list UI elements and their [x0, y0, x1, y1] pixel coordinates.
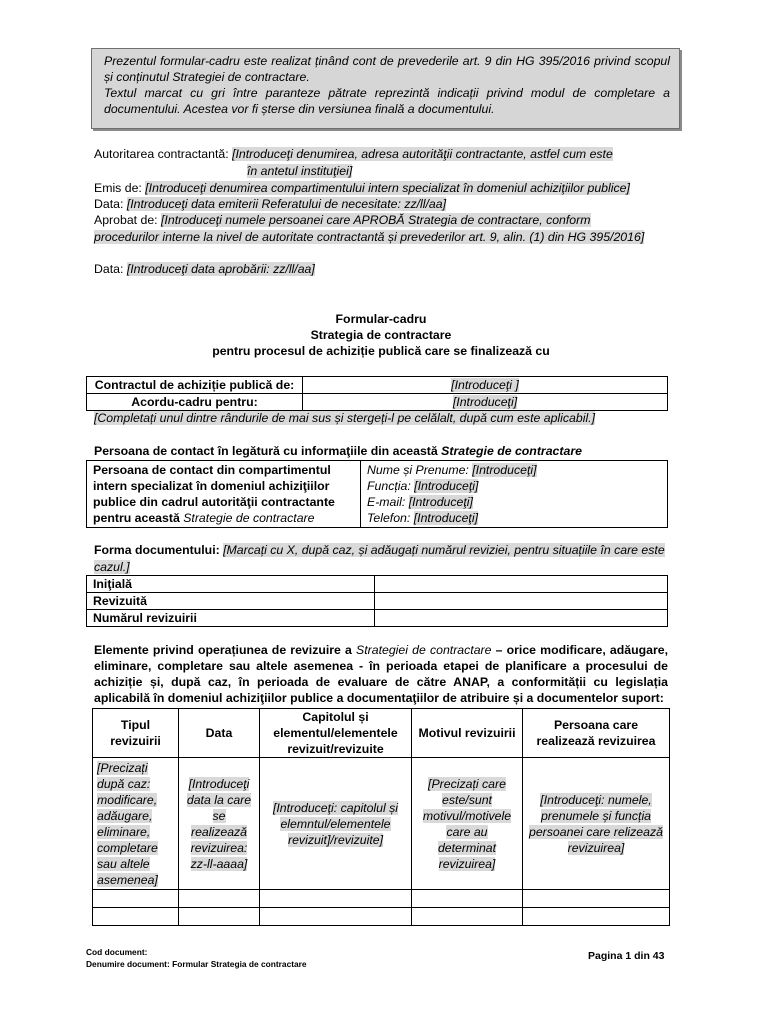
title-line-2: Strategia de contractare: [310, 328, 452, 342]
date-approved-row: [94, 261, 315, 278]
contract-type-table: [86, 376, 668, 411]
header-date: Data: [179, 709, 260, 758]
date-issued-label: Data:: [94, 197, 124, 211]
header-chapter: Capitolul și elementul/elementele revizuit/revizuite: [260, 709, 412, 758]
footer-code: Cod document:: [86, 947, 148, 957]
page-number: Pagina 1 din 43: [588, 950, 665, 962]
issued-label: Emis de:: [94, 181, 142, 195]
instruction-notice-box: [91, 48, 680, 129]
footer-document-info: [86, 946, 307, 970]
title-line-1: Formular-cadru: [335, 312, 427, 326]
authority-row-cont: [247, 163, 352, 180]
date-approved-value: [Introduceţi data aprobării: zz/ll/aa]: [126, 262, 315, 276]
table-row: [87, 461, 668, 528]
contract-value: [Introduceţi ]: [303, 377, 668, 394]
date-approved-label: Data:: [94, 262, 124, 276]
header-revision-type: Tipul revizuirii: [93, 709, 179, 758]
table-row: [93, 890, 670, 908]
authority-value: [Introduceţi denumirea, adresa autorităţii contractante, astfel cum este: [232, 147, 613, 161]
header-person: Persoana care realizează revizuirea: [523, 709, 670, 758]
contact-table: [86, 460, 668, 528]
footer-name: Denumire document: Formular Strategia de contractare: [86, 959, 307, 969]
date-issued-value: [Introduceţi data emiterii Referatului de necesitate: zz/ll/aa]: [126, 197, 447, 211]
framework-label: Acordu-cadru pentru:: [87, 394, 303, 411]
form-title: [94, 311, 668, 359]
approved-row: [94, 212, 654, 246]
framework-value: [Introduceţi]: [303, 394, 668, 411]
revised-mark-cell[interactable]: [375, 593, 668, 610]
table-header-row: [93, 709, 670, 758]
contact-function-field: Funcția: [Introduceţi]: [367, 479, 479, 493]
table-row: [87, 394, 668, 411]
table-row: Iniţială: [87, 576, 668, 593]
form-type-table: [86, 575, 668, 627]
table-row: Revizuită: [87, 593, 668, 610]
date-issued-row: [94, 196, 446, 213]
contact-name-field: Nume și Prenume: [Introduceţi]: [367, 463, 537, 477]
contact-email-field: E-mail: [Introduceţi]: [367, 495, 473, 509]
contact-heading: Persoana de contact în legătură cu informaţiile din această Strategie de contractare: [94, 444, 582, 458]
approved-label: Aprobat de:: [94, 213, 158, 227]
revision-table: [92, 708, 670, 926]
notice-line-2: Textul marcat cu gri între paranteze pătrate reprezintă indicații privind modul de completare a documentului. Acestea vor fi șterse din versiunea finală a documentului.: [104, 86, 670, 116]
issued-value: [Introduceţi denumirea compartimentului intern specializat în domeniul achiziţiilor publice]: [145, 181, 630, 195]
contact-description: Persoana de contact din compartimentul intern specializat în domeniul achiziţiilor publice din cadrul autorităţii contractante pentru această Strategie de contractare: [87, 461, 361, 528]
revision-number-cell[interactable]: [375, 610, 668, 627]
notice-line-1: Prezentul formular-cadru este realizat ținând cont de prevederile art. 9 din HG 395/2016 privind scopul și conținutul Strategiei de contractare.: [104, 54, 670, 84]
initial-mark-cell[interactable]: [375, 576, 668, 593]
revision-paragraph: Elemente privind operațiunea de revizuire a Strategiei de contractare – orice modificare, adăugare, eliminare, completare sau altele asemenea - în perioada etapei de planificare a procesului de achiziție și, după caz, în perioada de evaluare de către ANAP, a conformității cu legislația aplicabilă în domeniul achiziţiilor publice a documentaţiilor de atribuire și a documentelor suport:: [94, 643, 669, 705]
contact-phone-field: Telefon: [Introduceţi]: [367, 511, 478, 525]
contract-note: [Completați unul dintre rândurile de mai sus și stergeți-l pe celălalt, după cum este aplicabil.]: [94, 411, 596, 425]
authority-row: [94, 146, 613, 163]
form-type-instruction: [Marcați cu X, după caz, și adăugați numărul reviziei, pentru situațiile în care este cazul.]: [94, 543, 665, 574]
table-row: [93, 908, 670, 926]
authority-label: Autoritarea contractantă:: [94, 147, 229, 161]
form-type-label: Forma documentului:: [94, 543, 220, 557]
header-reason: Motivul revizuirii: [412, 709, 523, 758]
form-type-row: [94, 542, 668, 576]
table-row: [87, 377, 668, 394]
title-line-3: pentru procesul de achiziție publică care se finalizează cu: [212, 344, 550, 358]
contact-details: [361, 461, 668, 528]
issued-row: [94, 180, 630, 197]
table-row: Numărul revizuirii: [87, 610, 668, 627]
table-row: [Precizați după caz: modificare, adăugare, eliminare, completare sau altele asemenea] [Introduceţi data la care se realizează revizuirea: zz-ll-aaaa] [Introduceţi: capitolul și elemntul/elementele revizuit]/revizuite] [Precizați care este/sunt motivul/motivele care au determinat revizuirea] [Introduceţi: numele, prenumele și funcția persoanei care relizează revizuirea]: [93, 758, 670, 890]
contract-label: Contractul de achiziție publică de:: [87, 377, 303, 394]
authority-value-cont: în antetul instituţiei]: [247, 164, 353, 178]
approved-value: [Introduceţi numele persoanei care APROBĂ Strategia de contractare, conform procedurilor interne la nivel de autoritate contractantă și prevederilor art. 9, alin. (1) din HG 395/2016]: [94, 213, 645, 244]
